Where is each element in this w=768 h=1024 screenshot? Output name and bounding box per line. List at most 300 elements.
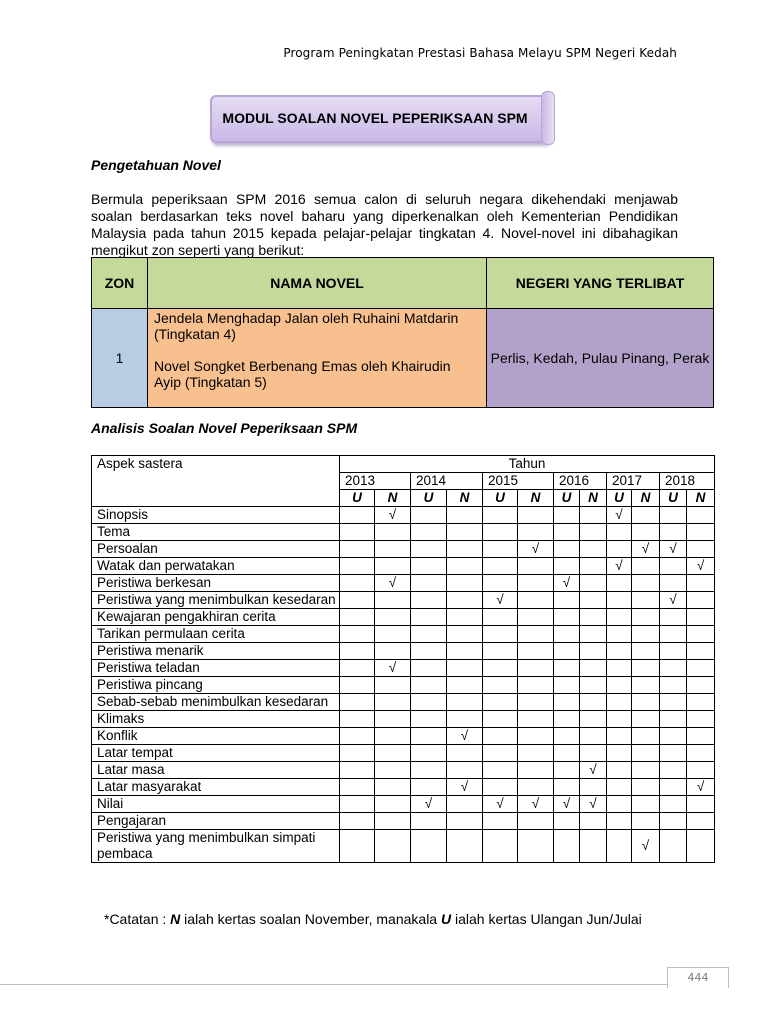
empty-cell xyxy=(483,507,518,524)
zone-number: 1 xyxy=(92,309,148,408)
table-row xyxy=(92,660,715,677)
empty-cell xyxy=(554,643,580,660)
table-row xyxy=(92,694,715,711)
empty-cell xyxy=(483,813,518,830)
empty-cell xyxy=(375,541,411,558)
empty-cell xyxy=(580,813,607,830)
empty-cell xyxy=(340,711,375,728)
empty-cell xyxy=(687,711,715,728)
empty-cell xyxy=(340,694,375,711)
table-row xyxy=(92,558,715,575)
empty-cell xyxy=(554,558,580,575)
empty-cell xyxy=(580,575,607,592)
empty-cell xyxy=(375,796,411,813)
empty-cell xyxy=(483,575,518,592)
empty-cell xyxy=(411,524,447,541)
november-label: N xyxy=(375,490,411,507)
aspect-label: Peristiwa yang menimbulkan kesedaran xyxy=(92,592,340,609)
year-cell: 2017 xyxy=(607,473,660,490)
table-row xyxy=(92,711,715,728)
empty-cell xyxy=(447,745,483,762)
aspect-label: Tema xyxy=(92,524,340,541)
table-row xyxy=(92,779,715,796)
empty-cell xyxy=(411,779,447,796)
states-cell: Perlis, Kedah, Pulau Pinang, Perak xyxy=(487,309,714,408)
empty-cell xyxy=(687,507,715,524)
empty-cell xyxy=(375,745,411,762)
empty-cell xyxy=(411,762,447,779)
empty-cell xyxy=(375,677,411,694)
empty-cell xyxy=(554,830,580,863)
page-header: Program Peningkatan Prestasi Bahasa Melayu SPM Negeri Kedah xyxy=(283,46,677,60)
empty-cell xyxy=(660,745,687,762)
empty-cell xyxy=(411,813,447,830)
tick-mark: √ xyxy=(607,507,632,524)
empty-cell xyxy=(580,677,607,694)
empty-cell xyxy=(580,694,607,711)
aspect-header: Aspek sastera xyxy=(92,456,340,507)
empty-cell xyxy=(411,694,447,711)
empty-cell xyxy=(518,711,554,728)
empty-cell xyxy=(411,643,447,660)
empty-cell xyxy=(554,677,580,694)
empty-cell xyxy=(340,592,375,609)
empty-cell xyxy=(411,677,447,694)
empty-cell xyxy=(660,711,687,728)
empty-cell xyxy=(340,779,375,796)
empty-cell xyxy=(340,626,375,643)
empty-cell xyxy=(340,677,375,694)
empty-cell xyxy=(607,779,632,796)
empty-cell xyxy=(554,660,580,677)
empty-cell xyxy=(660,524,687,541)
year-cell: 2018 xyxy=(660,473,715,490)
empty-cell xyxy=(632,728,660,745)
empty-cell xyxy=(687,677,715,694)
empty-cell xyxy=(554,813,580,830)
empty-cell xyxy=(607,609,632,626)
empty-cell xyxy=(375,643,411,660)
empty-cell xyxy=(580,507,607,524)
tick-mark: √ xyxy=(607,558,632,575)
empty-cell xyxy=(632,813,660,830)
empty-cell xyxy=(580,558,607,575)
empty-cell xyxy=(632,762,660,779)
empty-cell xyxy=(632,745,660,762)
empty-cell xyxy=(660,626,687,643)
empty-cell xyxy=(632,524,660,541)
empty-cell xyxy=(340,813,375,830)
tick-mark: √ xyxy=(580,796,607,813)
aspect-label: Pengajaran xyxy=(92,813,340,830)
empty-cell xyxy=(632,592,660,609)
year-header: Tahun xyxy=(340,456,715,473)
empty-cell xyxy=(687,524,715,541)
tick-mark: √ xyxy=(518,541,554,558)
empty-cell xyxy=(447,541,483,558)
aspect-label: Watak dan perwatakan xyxy=(92,558,340,575)
empty-cell xyxy=(580,745,607,762)
intro-paragraph: Bermula peperiksaan SPM 2016 semua calon di seluruh negara dikehendaki menjawab soalan berdasarkan teks novel baharu yang diperkenalkan oleh Kementerian Pendidikan Malaysia pada tahun 2015 kepada pelajar-pelajar tingkatan 4. Novel-novel ini dibahagikan mengikut zon seperti yang berikut: xyxy=(91,191,678,258)
empty-cell xyxy=(483,660,518,677)
empty-cell xyxy=(411,609,447,626)
empty-cell xyxy=(411,541,447,558)
empty-cell xyxy=(632,677,660,694)
empty-cell xyxy=(447,762,483,779)
empty-cell xyxy=(660,728,687,745)
empty-cell xyxy=(580,643,607,660)
empty-cell xyxy=(447,694,483,711)
year-cell: 2015 xyxy=(483,473,554,490)
empty-cell xyxy=(447,558,483,575)
empty-cell xyxy=(340,558,375,575)
empty-cell xyxy=(580,779,607,796)
empty-cell xyxy=(411,626,447,643)
ulangan-label: U xyxy=(554,490,580,507)
empty-cell xyxy=(660,558,687,575)
empty-cell xyxy=(687,813,715,830)
tick-mark: √ xyxy=(660,592,687,609)
empty-cell xyxy=(340,728,375,745)
empty-cell xyxy=(375,694,411,711)
empty-cell xyxy=(518,779,554,796)
empty-cell xyxy=(607,626,632,643)
empty-cell xyxy=(518,575,554,592)
empty-cell xyxy=(518,609,554,626)
empty-cell xyxy=(447,711,483,728)
empty-cell xyxy=(607,796,632,813)
empty-cell xyxy=(607,575,632,592)
table-row xyxy=(92,796,715,813)
empty-cell xyxy=(483,745,518,762)
ulangan-label: U xyxy=(411,490,447,507)
empty-cell xyxy=(518,558,554,575)
tick-mark: √ xyxy=(554,575,580,592)
empty-cell xyxy=(632,694,660,711)
empty-cell xyxy=(632,796,660,813)
empty-cell xyxy=(632,711,660,728)
novel-cell xyxy=(148,309,487,408)
year-cell: 2016 xyxy=(554,473,607,490)
section-heading-novel-knowledge: Pengetahuan Novel xyxy=(91,157,221,173)
aspect-label: Peristiwa yang menimbulkan simpati pembaca xyxy=(92,830,340,863)
empty-cell xyxy=(447,575,483,592)
empty-cell xyxy=(660,796,687,813)
empty-cell xyxy=(580,830,607,863)
empty-cell xyxy=(660,507,687,524)
ulangan-label: U xyxy=(607,490,632,507)
tick-mark: √ xyxy=(518,796,554,813)
empty-cell xyxy=(375,830,411,863)
empty-cell xyxy=(518,762,554,779)
empty-cell xyxy=(580,541,607,558)
empty-cell xyxy=(375,762,411,779)
empty-cell xyxy=(447,796,483,813)
states-header: NEGERI YANG TERLIBAT xyxy=(487,258,714,309)
tick-mark: √ xyxy=(447,779,483,796)
tick-mark: √ xyxy=(483,592,518,609)
empty-cell xyxy=(518,813,554,830)
table-row xyxy=(92,507,715,524)
aspect-label: Latar tempat xyxy=(92,745,340,762)
tick-mark: √ xyxy=(375,507,411,524)
empty-cell xyxy=(411,507,447,524)
november-label: N xyxy=(580,490,607,507)
empty-cell xyxy=(632,626,660,643)
novel-header: NAMA NOVEL xyxy=(148,258,487,309)
section-heading-analysis: Analisis Soalan Novel Peperiksaan SPM xyxy=(91,420,358,436)
empty-cell xyxy=(687,643,715,660)
empty-cell xyxy=(483,711,518,728)
empty-cell xyxy=(554,609,580,626)
empty-cell xyxy=(518,745,554,762)
empty-cell xyxy=(483,541,518,558)
empty-cell xyxy=(447,830,483,863)
empty-cell xyxy=(632,575,660,592)
empty-cell xyxy=(411,660,447,677)
empty-cell xyxy=(483,830,518,863)
aspect-label: Klimaks xyxy=(92,711,340,728)
tick-mark: √ xyxy=(687,779,715,796)
empty-cell xyxy=(411,728,447,745)
empty-cell xyxy=(607,711,632,728)
empty-cell xyxy=(447,609,483,626)
empty-cell xyxy=(607,694,632,711)
empty-cell xyxy=(340,762,375,779)
empty-cell xyxy=(340,541,375,558)
empty-cell xyxy=(411,830,447,863)
empty-cell xyxy=(554,694,580,711)
empty-cell xyxy=(687,762,715,779)
empty-cell xyxy=(554,728,580,745)
empty-cell xyxy=(483,626,518,643)
november-label: N xyxy=(687,490,715,507)
ulangan-label: U xyxy=(340,490,375,507)
aspect-label: Latar masyarakat xyxy=(92,779,340,796)
empty-cell xyxy=(660,762,687,779)
table-row xyxy=(92,677,715,694)
empty-cell xyxy=(411,745,447,762)
empty-cell xyxy=(660,830,687,863)
empty-cell xyxy=(632,660,660,677)
empty-cell xyxy=(375,558,411,575)
table-row xyxy=(92,643,715,660)
empty-cell xyxy=(554,507,580,524)
empty-cell xyxy=(411,575,447,592)
empty-cell xyxy=(580,524,607,541)
empty-cell xyxy=(580,660,607,677)
table-row xyxy=(92,728,715,745)
empty-cell xyxy=(340,643,375,660)
empty-cell xyxy=(607,813,632,830)
empty-cell xyxy=(580,711,607,728)
empty-cell xyxy=(660,694,687,711)
empty-cell xyxy=(607,677,632,694)
table-row xyxy=(92,541,715,558)
empty-cell xyxy=(687,609,715,626)
empty-cell xyxy=(518,643,554,660)
empty-cell xyxy=(518,728,554,745)
empty-cell xyxy=(607,592,632,609)
empty-cell xyxy=(483,762,518,779)
empty-cell xyxy=(447,592,483,609)
page-number: 444 xyxy=(667,967,729,988)
empty-cell xyxy=(375,711,411,728)
empty-cell xyxy=(375,626,411,643)
empty-cell xyxy=(632,609,660,626)
november-label: N xyxy=(632,490,660,507)
aspect-label: Peristiwa berkesan xyxy=(92,575,340,592)
tick-mark: √ xyxy=(632,541,660,558)
empty-cell xyxy=(554,711,580,728)
empty-cell xyxy=(632,643,660,660)
empty-cell xyxy=(687,541,715,558)
empty-cell xyxy=(411,711,447,728)
empty-cell xyxy=(411,592,447,609)
empty-cell xyxy=(687,745,715,762)
empty-cell xyxy=(483,677,518,694)
empty-cell xyxy=(518,694,554,711)
table-row xyxy=(92,524,715,541)
analysis-table xyxy=(91,455,715,863)
empty-cell xyxy=(687,592,715,609)
empty-cell xyxy=(687,660,715,677)
tick-mark: √ xyxy=(411,796,447,813)
novel-title-form4: Jendela Menghadap Jalan oleh Ruhaini Matdarin (Tingkatan 4) xyxy=(154,310,459,342)
empty-cell xyxy=(375,779,411,796)
empty-cell xyxy=(447,643,483,660)
aspect-label: Tarikan permulaan cerita xyxy=(92,626,340,643)
empty-cell xyxy=(518,677,554,694)
aspect-label: Sebab-sebab menimbulkan kesedaran xyxy=(92,694,340,711)
empty-cell xyxy=(607,643,632,660)
empty-cell xyxy=(518,830,554,863)
tick-mark: √ xyxy=(632,830,660,863)
empty-cell xyxy=(483,694,518,711)
empty-cell xyxy=(660,660,687,677)
table-row xyxy=(92,762,715,779)
empty-cell xyxy=(660,677,687,694)
empty-cell xyxy=(340,524,375,541)
empty-cell xyxy=(554,524,580,541)
november-label: N xyxy=(518,490,554,507)
footer-line xyxy=(0,984,668,985)
empty-cell xyxy=(607,762,632,779)
note: *Catatan : N ialah kertas soalan November, manakala U ialah kertas Ulangan Jun/Julai xyxy=(104,911,642,927)
table-row xyxy=(92,592,715,609)
tick-mark: √ xyxy=(375,575,411,592)
novel-title-form5: Novel Songket Berbenang Emas oleh Khairudin Ayip (Tingkatan 5) xyxy=(154,358,451,390)
empty-cell xyxy=(580,728,607,745)
zone-header: ZON xyxy=(92,258,148,309)
aspect-label: Peristiwa teladan xyxy=(92,660,340,677)
table-row xyxy=(92,609,715,626)
empty-cell xyxy=(447,677,483,694)
empty-cell xyxy=(518,626,554,643)
empty-cell xyxy=(340,830,375,863)
empty-cell xyxy=(660,609,687,626)
empty-cell xyxy=(660,643,687,660)
empty-cell xyxy=(580,592,607,609)
empty-cell xyxy=(447,660,483,677)
ulangan-label: U xyxy=(483,490,518,507)
empty-cell xyxy=(447,507,483,524)
tick-mark: √ xyxy=(554,796,580,813)
empty-cell xyxy=(554,745,580,762)
empty-cell xyxy=(554,762,580,779)
empty-cell xyxy=(483,728,518,745)
empty-cell xyxy=(447,524,483,541)
empty-cell xyxy=(375,813,411,830)
empty-cell xyxy=(607,660,632,677)
aspect-label: Peristiwa menarik xyxy=(92,643,340,660)
empty-cell xyxy=(687,796,715,813)
table-row xyxy=(92,626,715,643)
empty-cell xyxy=(687,575,715,592)
empty-cell xyxy=(632,507,660,524)
empty-cell xyxy=(375,728,411,745)
empty-cell xyxy=(340,575,375,592)
empty-cell xyxy=(554,626,580,643)
empty-cell xyxy=(375,609,411,626)
table-row xyxy=(92,813,715,830)
empty-cell xyxy=(687,626,715,643)
table-row xyxy=(92,575,715,592)
tick-mark: √ xyxy=(580,762,607,779)
aspect-label: Kewajaran pengakhiran cerita xyxy=(92,609,340,626)
module-title-banner xyxy=(210,95,550,143)
empty-cell xyxy=(607,524,632,541)
empty-cell xyxy=(580,609,607,626)
tick-mark: √ xyxy=(375,660,411,677)
tick-mark: √ xyxy=(483,796,518,813)
empty-cell xyxy=(340,609,375,626)
november-label: N xyxy=(447,490,483,507)
empty-cell xyxy=(518,524,554,541)
empty-cell xyxy=(687,694,715,711)
empty-cell xyxy=(554,592,580,609)
empty-cell xyxy=(447,626,483,643)
aspect-label: Persoalan xyxy=(92,541,340,558)
empty-cell xyxy=(447,813,483,830)
empty-cell xyxy=(518,592,554,609)
empty-cell xyxy=(483,524,518,541)
year-cell: 2014 xyxy=(411,473,483,490)
empty-cell xyxy=(483,558,518,575)
empty-cell xyxy=(687,728,715,745)
empty-cell xyxy=(660,575,687,592)
ulangan-label: U xyxy=(660,490,687,507)
empty-cell xyxy=(607,541,632,558)
empty-cell xyxy=(607,745,632,762)
tick-mark: √ xyxy=(447,728,483,745)
empty-cell xyxy=(580,626,607,643)
empty-cell xyxy=(375,524,411,541)
empty-cell xyxy=(340,660,375,677)
empty-cell xyxy=(340,796,375,813)
aspect-label: Konflik xyxy=(92,728,340,745)
empty-cell xyxy=(340,507,375,524)
empty-cell xyxy=(483,609,518,626)
aspect-label: Nilai xyxy=(92,796,340,813)
empty-cell xyxy=(554,541,580,558)
empty-cell xyxy=(660,813,687,830)
aspect-label: Latar masa xyxy=(92,762,340,779)
empty-cell xyxy=(518,507,554,524)
aspect-label: Peristiwa pincang xyxy=(92,677,340,694)
empty-cell xyxy=(375,592,411,609)
empty-cell xyxy=(340,745,375,762)
